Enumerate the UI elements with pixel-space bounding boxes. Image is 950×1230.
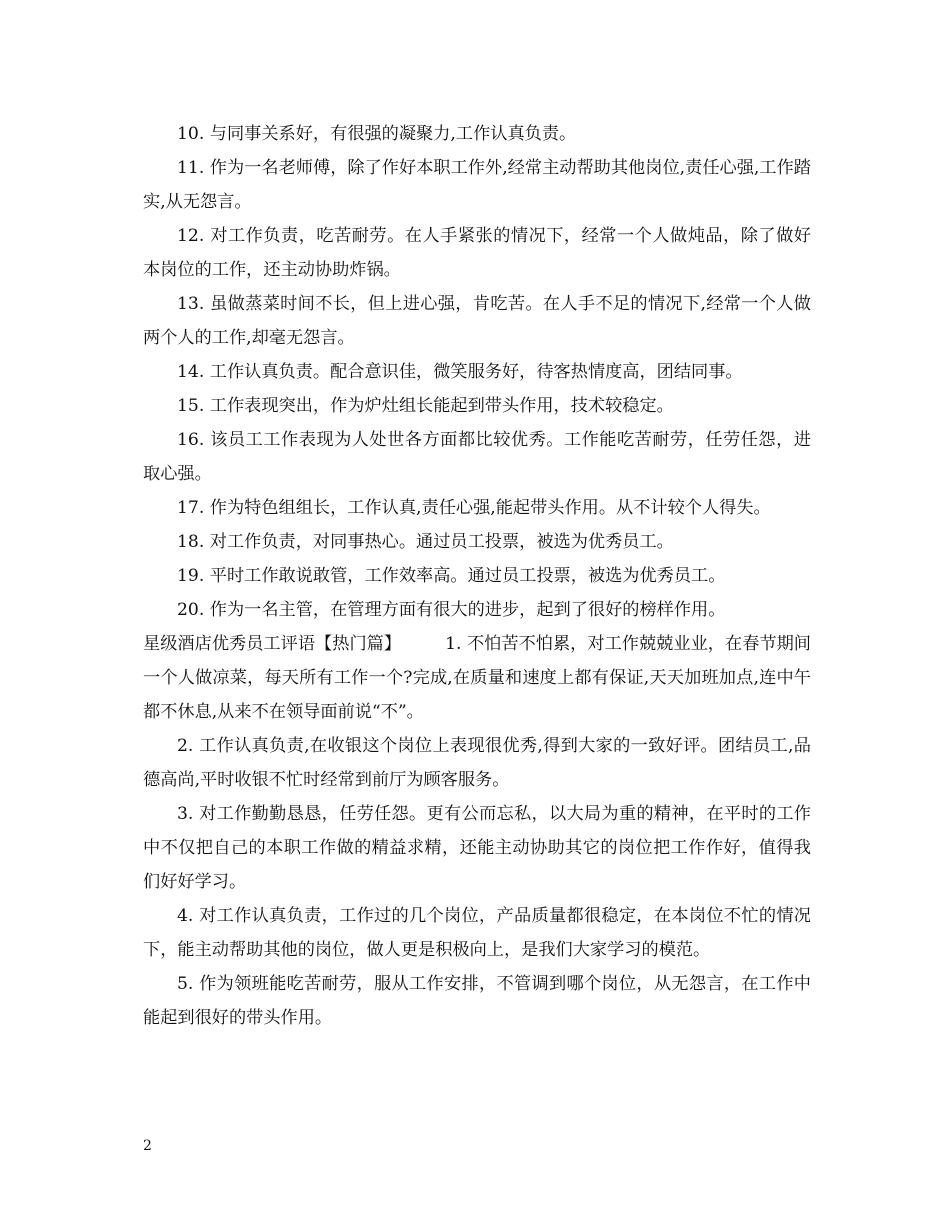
paragraph-17: 17. 作为特色组组长，工作认真,责任心强,能起带头作用。从不计较个人得失。: [177, 498, 771, 518]
paragraph-11: 11. 作为一名老师傅，除了作好本职工作外,经常主动帮助其他岗位,责任心强,工作踏实,从无怨言。: [143, 158, 811, 212]
paragraph-18: 18. 对工作负责，对同事热心。通过员工投票，被选为优秀员工。: [177, 532, 674, 552]
paragraph-16: 16. 该员工工作表现为人处世各方面都比较优秀。工作能吃苦耐劳，任劳任怨，进取心强。: [143, 430, 811, 484]
paragraph-15: 15. 工作表现突出，作为炉灶组长能起到带头作用，技术较稳定。: [177, 396, 674, 416]
paragraph-14: 14. 工作认真负责。配合意识佳，微笑服务好，待客热情度高，团结同事。: [177, 362, 743, 382]
paragraph-20: 20. 作为一名主管，在管理方面有很大的进步，起到了很好的榜样作用。: [177, 600, 726, 620]
section-heading: 星级酒店优秀员工评语【热门篇】: [143, 634, 402, 654]
page-number: 2: [143, 1138, 152, 1154]
paragraph-10: 10. 与同事关系好，有很强的凝聚力,工作认真负责。: [177, 124, 577, 144]
paragraph-13: 13. 虽做蒸菜时间不长，但上进心强，肯吃苦。在人手不足的情况下,经常一个人做两个人的工作,却毫无怨言。: [143, 294, 811, 348]
section-item-5: 5. 作为领班能吃苦耐劳，服从工作安排，不管调到哪个岗位，从无怨言，在工作中能起到很好的带头作用。: [143, 974, 811, 1028]
section-paragraph: [143, 627, 811, 729]
document-body: [143, 117, 811, 1035]
section-item-3: 3. 对工作勤勤恳恳，任劳任怨。更有公而忘私，以大局为重的精神，在平时的工作中不仅把自己的本职工作做的精益求精，还能主动协助其它的岗位把工作作好，值得我们好好学习。: [143, 804, 811, 892]
paragraph-19: 19. 平时工作敢说敢管，工作效率高。通过员工投票，被选为优秀员工。: [177, 566, 726, 586]
section-item-2: 2. 工作认真负责,在收银这个岗位上表现很优秀,得到大家的一致好评。团结员工,品德高尚,平时收银不忙时经常到前厅为顾客服务。: [143, 736, 811, 790]
section-item-4: 4. 对工作认真负责，工作过的几个岗位，产品质量都很稳定，在本岗位不忙的情况下，能主动帮助其他的岗位，做人更是积极向上，是我们大家学习的模范。: [143, 906, 811, 960]
paragraph-12: 12. 对工作负责，吃苦耐劳。在人手紧张的情况下，经常一个人做炖品，除了做好本岗位的工作，还主动协助炸锅。: [143, 226, 811, 280]
section-item-1: 1. 不怕苦不怕累，对工作兢兢业业，在春节期间一个人做凉菜，每天所有工作一个?完成,在质量和速度上都有保证,天天加班加点,连中午都不休息,从来不在领导面前说“不”。: [143, 634, 811, 722]
